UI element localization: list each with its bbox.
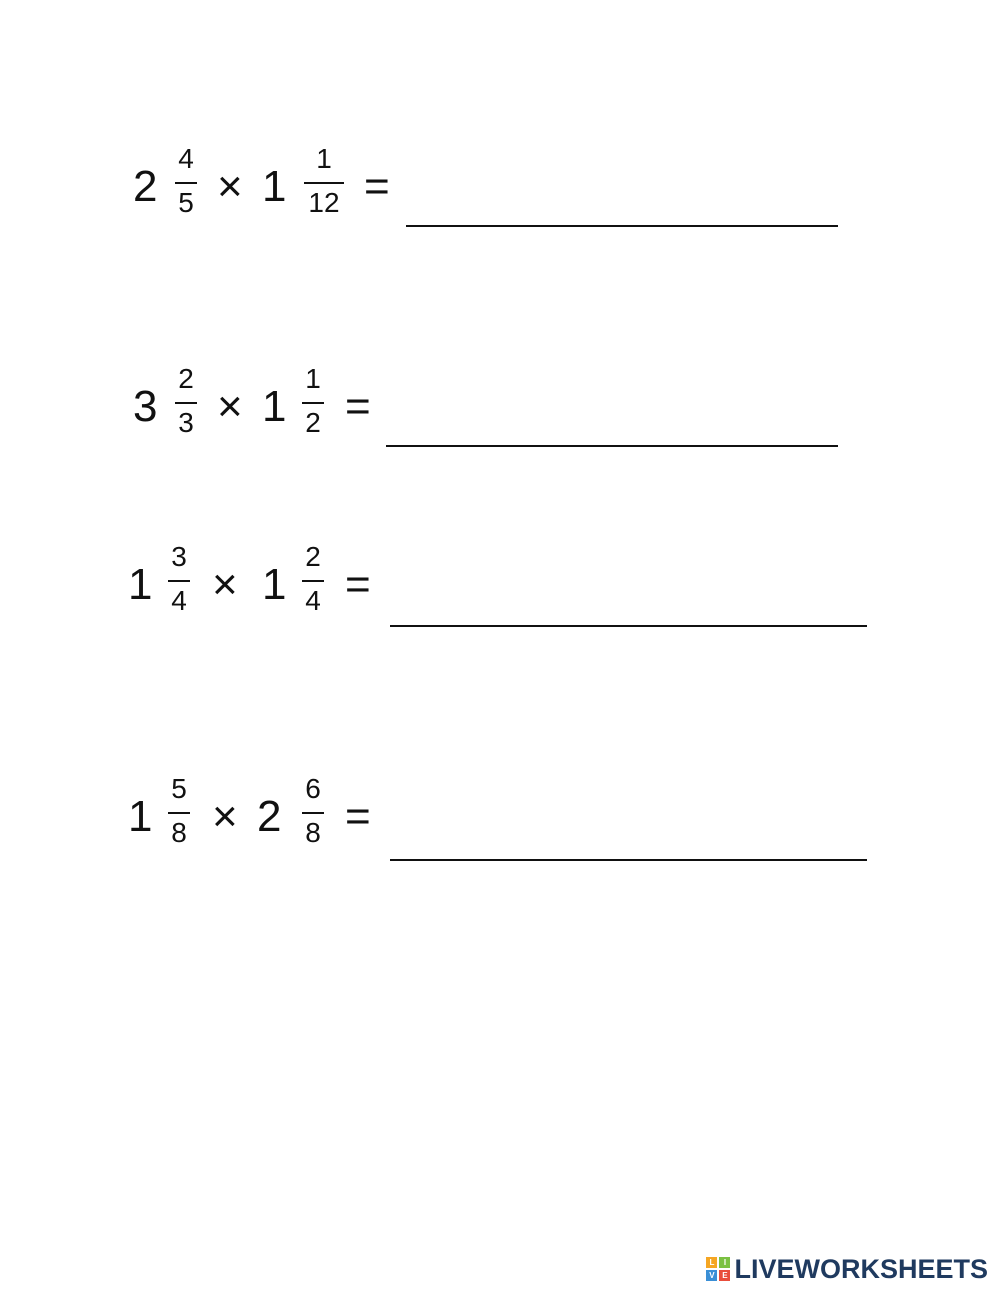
equals-sign: = <box>345 792 371 841</box>
answer-input-1[interactable] <box>410 183 836 223</box>
numerator: 2 <box>178 363 194 394</box>
fraction <box>155 775 203 855</box>
answer-line <box>386 445 838 447</box>
numerator: 1 <box>316 143 332 174</box>
fraction-bar <box>302 812 324 814</box>
numerator: 5 <box>171 773 187 804</box>
answer-line <box>390 859 867 861</box>
multiply-operator: × <box>217 162 243 211</box>
fraction <box>155 543 203 623</box>
logo-text: LIVEWORKSHEETS <box>734 1253 988 1284</box>
logo-tiles <box>706 1257 730 1281</box>
denominator: 8 <box>171 817 187 848</box>
whole-number: 1 <box>262 560 287 609</box>
denominator: 3 <box>178 407 194 438</box>
whole-number: 1 <box>262 162 287 211</box>
fraction-bar <box>175 182 197 184</box>
denominator: 4 <box>305 585 321 616</box>
denominator: 2 <box>305 407 321 438</box>
numerator: 6 <box>305 773 321 804</box>
denominator: 8 <box>305 817 321 848</box>
fraction-bar <box>168 812 190 814</box>
equals-sign: = <box>364 162 390 211</box>
fraction <box>162 365 210 445</box>
fraction-bar <box>175 402 197 404</box>
logo-tile: I <box>719 1257 730 1268</box>
fraction-bar <box>304 182 344 184</box>
logo-tile: E <box>719 1270 730 1281</box>
whole-number: 2 <box>257 792 282 841</box>
denominator: 5 <box>178 187 194 218</box>
multiply-operator: × <box>212 560 238 609</box>
liveworksheets-logo <box>706 1253 988 1285</box>
whole-number: 1 <box>128 792 153 841</box>
fraction <box>300 145 348 225</box>
fraction <box>289 775 337 855</box>
answer-line <box>406 225 838 227</box>
fraction <box>162 145 210 225</box>
whole-number: 2 <box>133 162 158 211</box>
logo-tile: V <box>706 1270 717 1281</box>
fraction-bar <box>302 402 324 404</box>
problem-1 <box>0 145 1000 235</box>
multiply-operator: × <box>212 792 238 841</box>
whole-number: 1 <box>128 560 153 609</box>
fraction-bar <box>168 580 190 582</box>
equals-sign: = <box>345 560 371 609</box>
answer-input-3[interactable] <box>394 583 864 623</box>
denominator: 4 <box>171 585 187 616</box>
denominator: 12 <box>308 187 340 218</box>
numerator: 3 <box>171 541 187 572</box>
logo-tile: L <box>706 1257 717 1268</box>
answer-input-4[interactable] <box>394 817 864 857</box>
problem-2 <box>0 365 1000 455</box>
multiply-operator: × <box>217 382 243 431</box>
fraction <box>289 365 337 445</box>
fraction-bar <box>302 580 324 582</box>
numerator: 1 <box>305 363 321 394</box>
whole-number: 3 <box>133 382 158 431</box>
whole-number: 1 <box>262 382 287 431</box>
answer-line <box>390 625 867 627</box>
answer-input-2[interactable] <box>390 403 836 443</box>
fraction <box>289 543 337 623</box>
problem-4 <box>0 775 1000 865</box>
equals-sign: = <box>345 382 371 431</box>
numerator: 4 <box>178 143 194 174</box>
problem-3 <box>0 543 1000 633</box>
numerator: 2 <box>305 541 321 572</box>
